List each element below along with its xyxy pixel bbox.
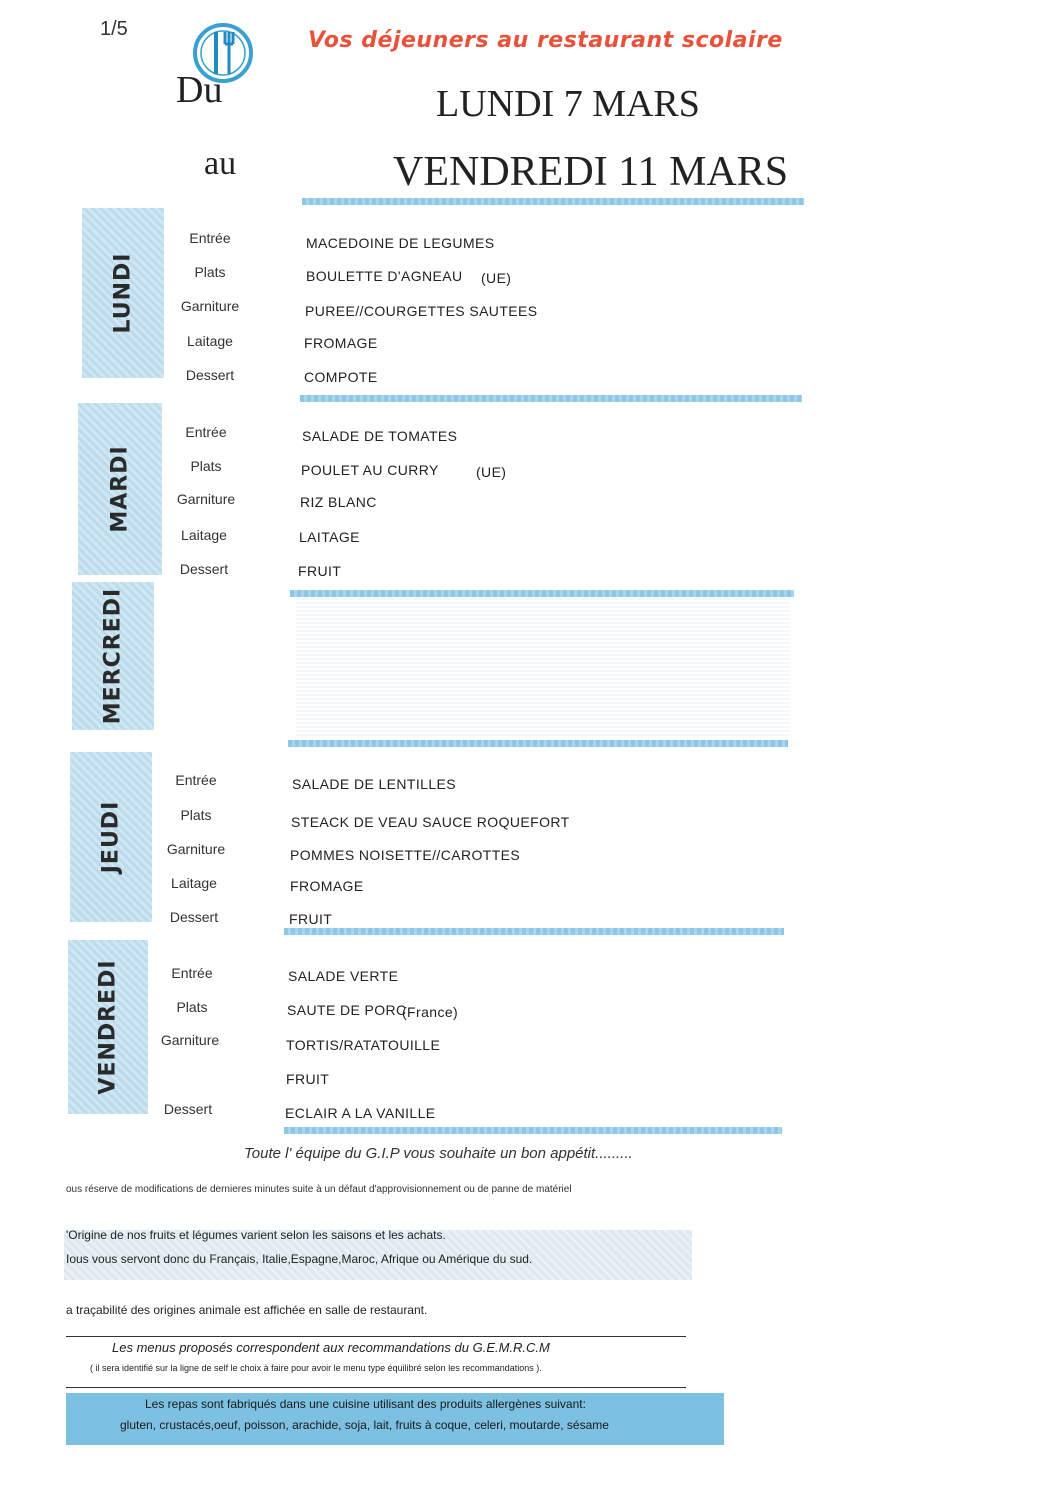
value-garniture: RIZ BLANC <box>300 494 377 510</box>
value-plats: POULET AU CURRY <box>301 462 439 478</box>
value-entree: SALADE DE LENTILLES <box>292 776 456 792</box>
value-laitage: FROMAGE <box>304 335 378 351</box>
value-plats: STEACK DE VEAU SAUCE ROQUEFORT <box>291 814 570 830</box>
separator-vendredi <box>284 1127 782 1134</box>
date-from: LUNDI 7 MARS <box>436 83 700 125</box>
label-entree: Entrée <box>175 772 217 788</box>
day-name-jeudi: JEUDI <box>98 800 124 874</box>
value-garniture: TORTIS/RATATOUILLE <box>286 1037 441 1053</box>
value-dessert: FRUIT <box>289 911 333 927</box>
label-garniture: Garniture <box>180 298 240 314</box>
separator-mercredi <box>288 740 788 747</box>
value-entree: SALADE DE TOMATES <box>302 428 458 444</box>
label-garniture: Garniture <box>176 491 236 507</box>
label-entree: Entrée <box>171 965 213 981</box>
value-entree: SALADE VERTE <box>288 968 399 984</box>
origin-note-line1: 'Origine de nos fruits et légumes varient selon les saisons et les achats. <box>66 1228 446 1242</box>
day-name-lundi: LUNDI <box>110 252 136 334</box>
value-garniture: POMMES NOISETTE//CAROTTES <box>290 847 521 863</box>
label-laitage: Laitage <box>181 527 227 543</box>
label-plats: Plats <box>180 807 212 823</box>
value-laitage: FROMAGE <box>290 878 364 894</box>
label-plats: Plats <box>176 999 208 1015</box>
label-dessert: Dessert <box>163 1101 213 1117</box>
value-fruit: FRUIT <box>286 1071 330 1087</box>
allergen-line2: gluten, crustacés,oeuf, poisson, arachide, soja, lait, fruits à coque, celeri, moutarde, sésame <box>120 1418 609 1432</box>
separator-jeudi <box>284 928 784 935</box>
label-laitage: Laitage <box>187 333 233 349</box>
reserve-notice: ous réserve de modifications de dernieres minutes suite à un défaut d'approvisionnement ou de panne de matériel <box>66 1184 572 1195</box>
mercredi-empty-area <box>296 598 790 736</box>
traceability-note: a traçabilité des origines animale est affichée en salle de restaurant. <box>66 1303 428 1317</box>
value-dessert: ECLAIR A LA VANILLE <box>285 1105 436 1121</box>
allergen-line1: Les repas sont fabriqués dans une cuisine utilisant des produits allergènes suivant: <box>145 1397 586 1411</box>
label-garniture: Garniture <box>166 841 226 857</box>
value-laitage: LAITAGE <box>299 529 360 545</box>
page-number: 1/5 <box>100 18 128 40</box>
header-title: Vos déjeuners au restaurant scolaire <box>308 28 783 53</box>
value-entree: MACEDOINE DE LEGUMES <box>306 235 495 251</box>
value-dessert: FRUIT <box>298 563 342 579</box>
origin-plats: (France) <box>402 1004 459 1020</box>
separator-mardi <box>290 590 794 597</box>
value-plats: SAUTE DE PORC <box>287 1002 407 1018</box>
label-entree: Entrée <box>189 230 231 246</box>
label-laitage: Laitage <box>171 875 217 891</box>
label-dessert: Dessert <box>185 367 235 383</box>
value-plats: BOULETTE D'AGNEAU <box>306 268 463 284</box>
gemrcm-line2: ( il sera identifié sur la ligne de self le choix à faire pour avoir le menu type équilibré selon les recommandations ). <box>90 1363 542 1373</box>
separator-lundi <box>300 395 802 402</box>
origin-plats: (UE) <box>481 270 512 286</box>
day-name-vendredi: VENDREDI <box>95 959 121 1095</box>
label-garniture: Garniture <box>160 1032 220 1048</box>
day-name-mardi: MARDI <box>107 445 133 533</box>
day-name-mercredi: MERCREDI <box>100 587 126 725</box>
label-plats: Plats <box>190 458 222 474</box>
label-dessert: Dessert <box>179 561 229 577</box>
separator-top <box>302 198 804 205</box>
label-dessert: Dessert <box>169 909 219 925</box>
label-plats: Plats <box>194 264 226 280</box>
from-label: Du <box>176 69 223 111</box>
value-dessert: COMPOTE <box>304 369 378 385</box>
value-garniture: PUREE//COURGETTES SAUTEES <box>305 303 538 319</box>
date-to: VENDREDI 11 MARS <box>393 149 789 195</box>
day-box-mercredi <box>72 582 154 730</box>
gemrcm-line1: Les menus proposés correspondent aux recommandations du G.E.M.R.C.M <box>112 1340 550 1355</box>
bon-appetit-message: Toute l' équipe du G.I.P vous souhaite un bon appétit......... <box>244 1145 633 1162</box>
label-entree: Entrée <box>185 424 227 440</box>
to-label: au <box>204 145 237 182</box>
origin-note-line2: Ious vous servont donc du Français, Italie,Espagne,Maroc, Afrique ou Amérique du sud. <box>66 1252 533 1266</box>
origin-plats: (UE) <box>476 464 507 480</box>
